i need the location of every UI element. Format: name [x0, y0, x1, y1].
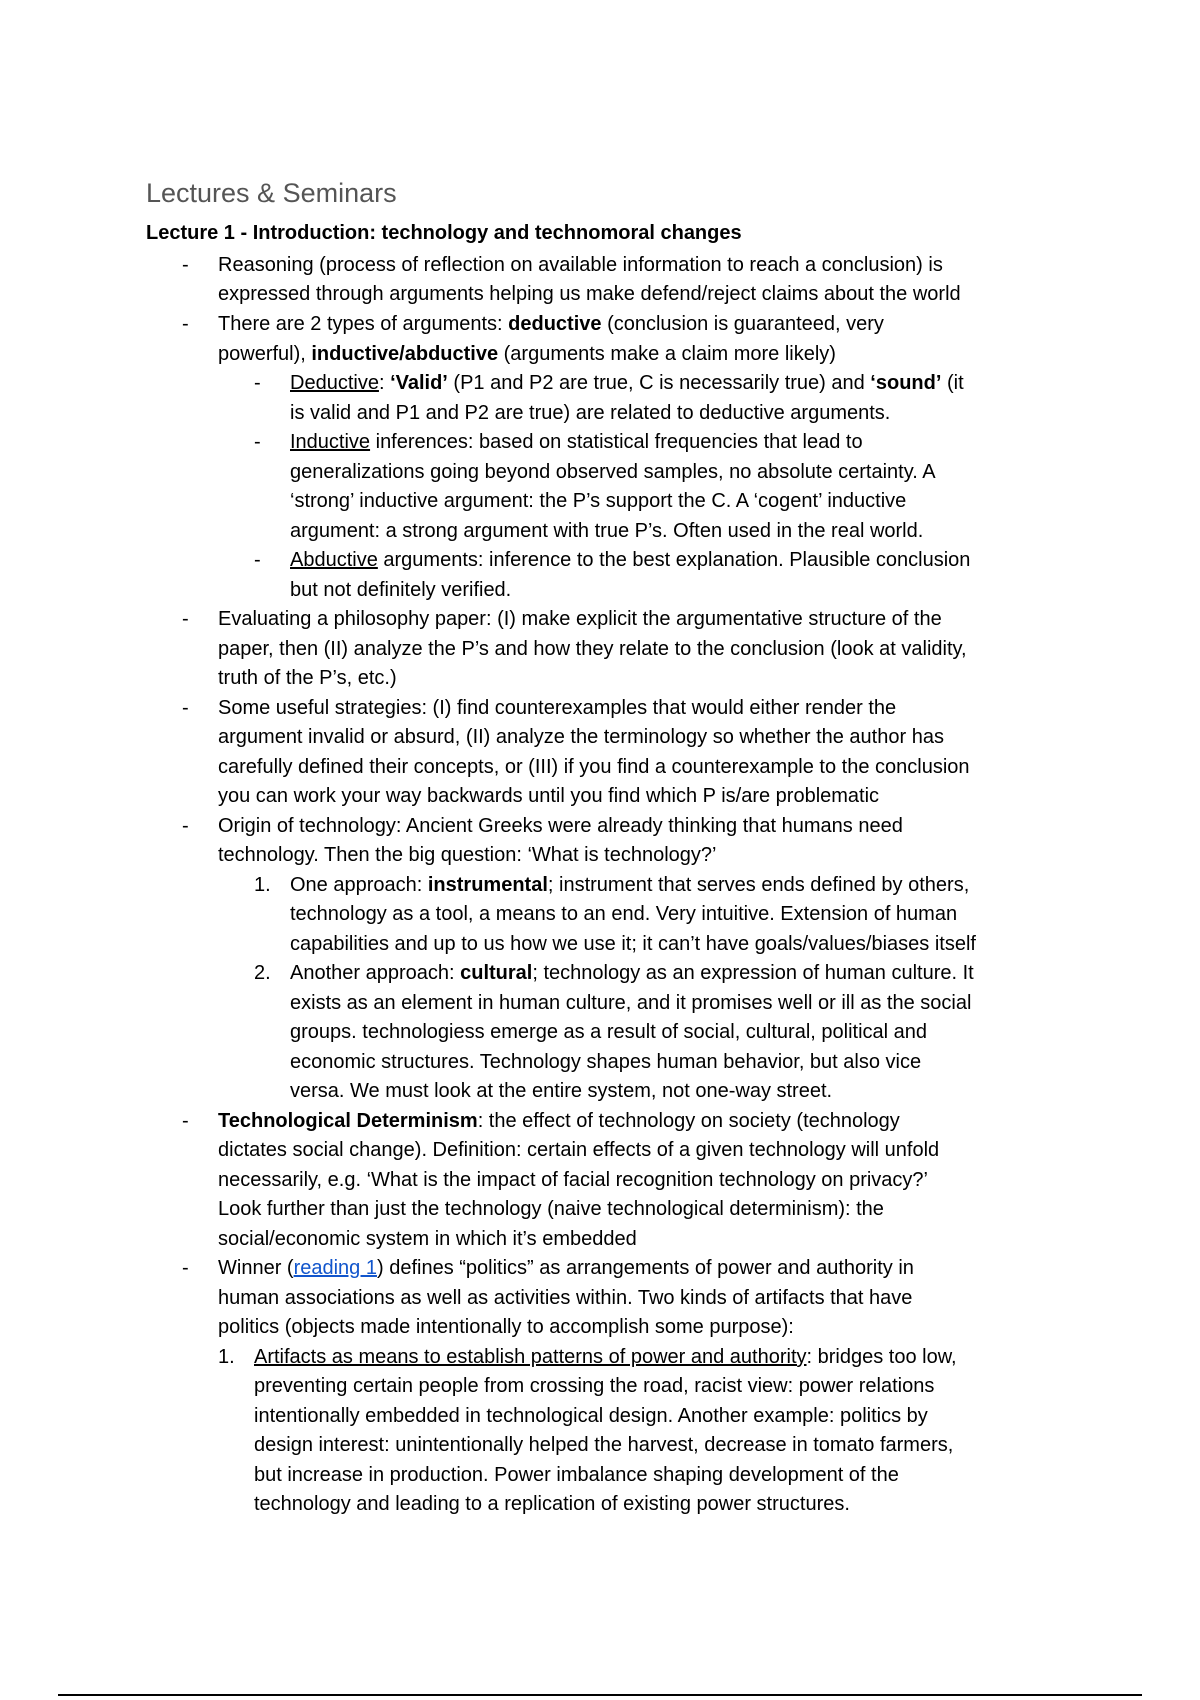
- text: (conclusion is guaranteed, very: [601, 313, 884, 335]
- list-number: 1.: [218, 1346, 235, 1368]
- artifacts-line-2: preventing certain people from crossing the road, racist view: power relations: [254, 1375, 935, 1397]
- list-number: 2.: [254, 962, 271, 984]
- term-inductive-underlined: Inductive: [290, 431, 371, 453]
- sub-bullet-inductive-line-4: argument: a strong argument with true P’s. Often used in the real world.: [290, 520, 924, 542]
- bullet-7-line-1: [218, 1256, 914, 1280]
- sub-bullet-inductive-line-1: [290, 430, 863, 454]
- bullet-4-line-1: Some useful strategies: (I) find counterexamples that would either render the: [218, 697, 897, 719]
- bullet-dash: -: [182, 313, 189, 335]
- term-inductive-abductive: inductive/abductive: [311, 343, 499, 365]
- bullet-1-line-2: expressed through arguments helping us make defend/reject claims about the world: [218, 283, 961, 305]
- bullet-dash: -: [182, 1110, 189, 1132]
- bullet-3-line-3: truth of the P’s, etc.): [218, 667, 397, 689]
- text: inferences: based on statistical frequencies that lead to: [370, 431, 863, 453]
- sub-bullet-inductive-line-3: ‘strong’ inductive argument: the P’s support the C. A ‘cogent’ inductive: [290, 490, 907, 512]
- bullet-6-line-3: necessarily, e.g. ‘What is the impact of facial recognition technology on privacy?’: [218, 1169, 928, 1191]
- bullet-3-line-2: paper, then (II) analyze the P’s and how they relate to the conclusion (look at validity,: [218, 638, 967, 660]
- lecture-heading: Lecture 1 - Introduction: technology and technomoral changes: [146, 222, 742, 244]
- bullet-7-line-2: human associations as well as activities within. Two kinds of artifacts that have: [218, 1287, 913, 1309]
- artifacts-line-1: [254, 1345, 957, 1369]
- bullet-dash: -: [254, 431, 261, 453]
- bullet-dash: -: [254, 372, 261, 394]
- text: Another approach:: [290, 962, 461, 984]
- bullet-dash: -: [182, 1257, 189, 1279]
- term-valid: ‘Valid’: [390, 372, 448, 394]
- artifacts-line-4: design interest: unintentionally helped the harvest, decrease in tomato farmers,: [254, 1434, 954, 1456]
- term-technological-determinism: Technological Determinism: [218, 1110, 478, 1132]
- sub-bullet-abductive-line-2: but not definitely verified.: [290, 579, 512, 601]
- text: arguments: inference to the best explanation. Plausible conclusion: [377, 549, 971, 571]
- bullet-5-line-1: Origin of technology: Ancient Greeks were already thinking that humans need: [218, 815, 903, 837]
- term-deductive: deductive: [508, 313, 602, 335]
- artifacts-line-3: intentionally embedded in technological design. Another example: politics by: [254, 1405, 928, 1427]
- list-number: 1.: [254, 874, 271, 896]
- sub-bullet-deductive-line-2: is valid and P1 and P2 are true) are related to deductive arguments.: [290, 402, 891, 424]
- text: ) defines “politics” as arrangements of power and authority in: [376, 1257, 914, 1279]
- bullet-dash: -: [182, 815, 189, 837]
- document-title: Lectures & Seminars: [146, 178, 397, 208]
- bullet-4-line-2: argument invalid or absurd, (II) analyze the terminology so whether the author has: [218, 726, 944, 748]
- bullet-6-line-4: Look further than just the technology (naive technological determinism): the: [218, 1198, 884, 1220]
- bullet-1-line-1: Reasoning (process of reflection on available information to reach a conclusion) is: [218, 254, 943, 276]
- text: (P1 and P2 are true, C is necessarily true) and: [447, 372, 871, 394]
- bullet-7-line-3: politics (objects made intentionally to accomplish some purpose):: [218, 1316, 794, 1338]
- bullet-2-line-1: [218, 312, 884, 336]
- term-artifacts-power: Artifacts as means to establish patterns of power and authority: [254, 1346, 807, 1368]
- text: There are 2 types of arguments:: [218, 313, 509, 335]
- text: ; technology as an expression of human culture. It: [532, 962, 974, 984]
- bullet-6-line-5: social/economic system in which it’s embedded: [218, 1228, 637, 1250]
- bullet-dash: -: [254, 549, 261, 571]
- sub-bullet-inductive-line-2: generalizations going beyond observed samples, no absolute certainty. A: [290, 461, 936, 483]
- term-cultural: cultural: [460, 962, 533, 984]
- numbered-2-line-4: economic structures. Technology shapes human behavior, but also vice: [290, 1051, 922, 1073]
- term-instrumental: instrumental: [427, 874, 548, 896]
- artifacts-line-6: technology and leading to a replication of existing power structures.: [254, 1493, 850, 1515]
- bullet-2-line-2: [218, 342, 836, 366]
- numbered-2-line-1: [290, 961, 974, 985]
- bullet-3-line-1: Evaluating a philosophy paper: (I) make explicit the argumentative structure of the: [218, 608, 942, 630]
- bullet-6-line-2: dictates social change). Definition: certain effects of a given technology will unfold: [218, 1139, 940, 1161]
- term-deductive-underlined: Deductive: [290, 372, 379, 394]
- bullet-dash: -: [182, 697, 189, 719]
- bullet-dash: -: [182, 608, 189, 630]
- bullet-6-line-1: [218, 1109, 900, 1133]
- text: (it: [941, 372, 964, 394]
- bullet-4-line-3: carefully defined their concepts, or (III) if you find a counterexample to the conclusion: [218, 756, 970, 778]
- term-sound: ‘sound’: [870, 372, 942, 394]
- numbered-1-line-1: [290, 873, 969, 897]
- page-bottom-rule: [58, 1694, 1142, 1696]
- text: (arguments make a claim more likely): [498, 343, 836, 365]
- artifacts-line-5: but increase in production. Power imbalance shaping development of the: [254, 1464, 899, 1486]
- text: ; instrument that serves ends defined by others,: [547, 874, 970, 896]
- reading-1-link[interactable]: reading 1: [293, 1257, 377, 1279]
- numbered-1-line-3: capabilities and up to us how we use it; it can’t have goals/values/biases itself: [290, 933, 976, 955]
- text: powerful),: [218, 343, 312, 365]
- text: Winner (: [218, 1257, 294, 1279]
- sub-bullet-deductive-line-1: [290, 371, 964, 395]
- text: :: [378, 372, 391, 394]
- term-abductive-underlined: Abductive: [290, 549, 378, 571]
- text: One approach:: [290, 874, 428, 896]
- numbered-1-line-2: technology as a tool, a means to an end. Very intuitive. Extension of human: [290, 903, 958, 925]
- numbered-2-line-5: versa. We must look at the entire system, not one-way street.: [290, 1080, 833, 1102]
- bullet-5-line-2: technology. Then the big question: ‘What is technology?’: [218, 844, 717, 866]
- numbered-2-line-2: exists as an element in human culture, and it promises well or ill as the social: [290, 992, 972, 1014]
- text: : bridges too low,: [806, 1346, 957, 1368]
- bullet-4-line-4: you can work your way backwards until you find which P is/are problematic: [218, 785, 880, 807]
- numbered-2-line-3: groups. technologiess emerge as a result of social, cultural, political and: [290, 1021, 928, 1043]
- bullet-dash: -: [182, 254, 189, 276]
- sub-bullet-abductive-line-1: [290, 548, 970, 572]
- text: : the effect of technology on society (technology: [477, 1110, 900, 1132]
